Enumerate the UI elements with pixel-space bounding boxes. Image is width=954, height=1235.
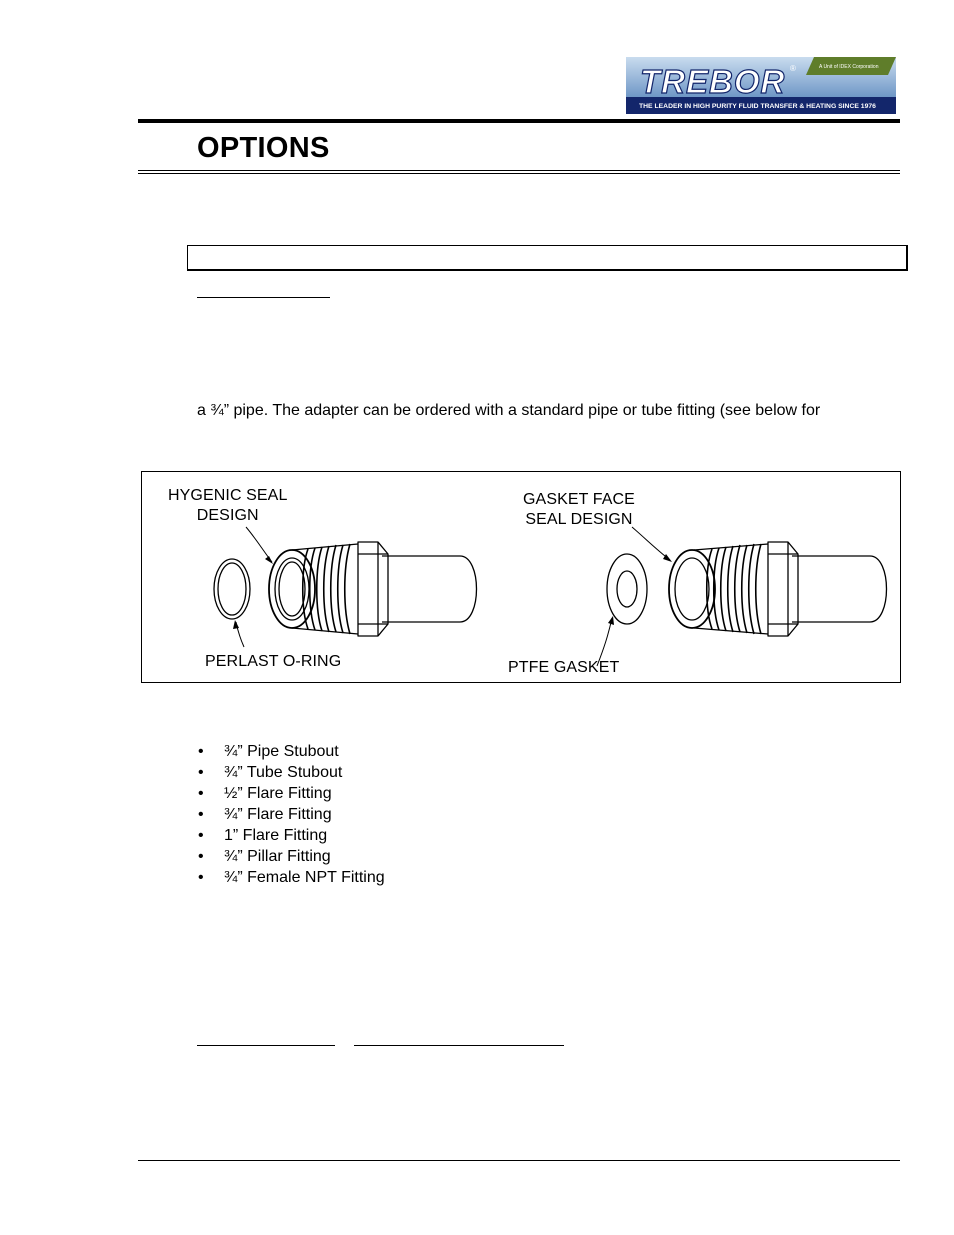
seal-design-figure [141, 471, 901, 683]
bullet-icon: • [198, 743, 204, 760]
fitting-options-list [197, 741, 385, 888]
list-item [197, 804, 385, 825]
hygenic-seal-label [168, 486, 287, 526]
logo-wordmark: TREBOR [640, 63, 786, 100]
subheading-underline [197, 297, 330, 298]
list-item [197, 762, 385, 783]
list-item [197, 867, 385, 888]
page-title: OPTIONS [197, 132, 330, 164]
bullet-icon: • [198, 785, 204, 802]
trebor-logo [626, 57, 896, 114]
list-item [197, 846, 385, 867]
hygenic-seal-label-line1: HYGENIC SEAL [168, 487, 288, 504]
leader-lines [236, 527, 670, 666]
footer-rule [138, 1160, 900, 1161]
list-item [197, 825, 385, 846]
bullet-icon: • [198, 848, 204, 865]
o-ring-drawing [214, 559, 250, 619]
gasket-face-label-line2: SEAL DESIGN [525, 511, 633, 528]
gasket-face-label-line1: GASKET FACE [523, 491, 635, 508]
list-item [197, 741, 385, 762]
body-paragraph-line: a ¾” pipe. The adapter can be ordered with a standard pipe or tube fitting (see below for [197, 402, 821, 419]
list-item-label: ¾” Flare Fitting [224, 806, 332, 823]
subheading-underline-3 [354, 1045, 564, 1046]
bullet-icon: • [198, 869, 204, 886]
gasket-face-label [523, 490, 635, 530]
perlast-o-ring-label: PERLAST O-RING [205, 653, 342, 670]
logo-registered-mark: ® [790, 64, 796, 73]
title-rule-top [138, 170, 900, 171]
title-rule-bottom [138, 173, 900, 174]
bullet-icon: • [198, 806, 204, 823]
list-item-label: 1” Flare Fitting [224, 827, 328, 844]
section-band [187, 245, 908, 271]
logo-tag: A Unit of IDEX Corporation [819, 64, 879, 70]
list-item-label: ¾” Pillar Fitting [224, 848, 331, 865]
ptfe-gasket-drawing [607, 554, 647, 624]
header-rule [138, 119, 900, 123]
subheading-underline-2 [197, 1045, 335, 1046]
bullet-icon: • [198, 827, 204, 844]
gasket-face-adapter-drawing [669, 542, 887, 636]
list-item-label: ¾” Tube Stubout [224, 764, 343, 781]
logo-tagline: THE LEADER IN HIGH PURITY FLUID TRANSFER & HEATING SINCE 1976 [639, 103, 876, 110]
ptfe-gasket-label: PTFE GASKET [508, 659, 620, 676]
hygenic-seal-label-line2: DESIGN [196, 507, 259, 524]
bullet-icon: • [198, 764, 204, 781]
hygenic-adapter-drawing [269, 542, 477, 636]
list-item-label: ¾” Pipe Stubout [224, 743, 339, 760]
list-item-label: ½” Flare Fitting [224, 785, 332, 802]
list-item-label: ¾” Female NPT Fitting [224, 869, 385, 886]
list-item [197, 783, 385, 804]
